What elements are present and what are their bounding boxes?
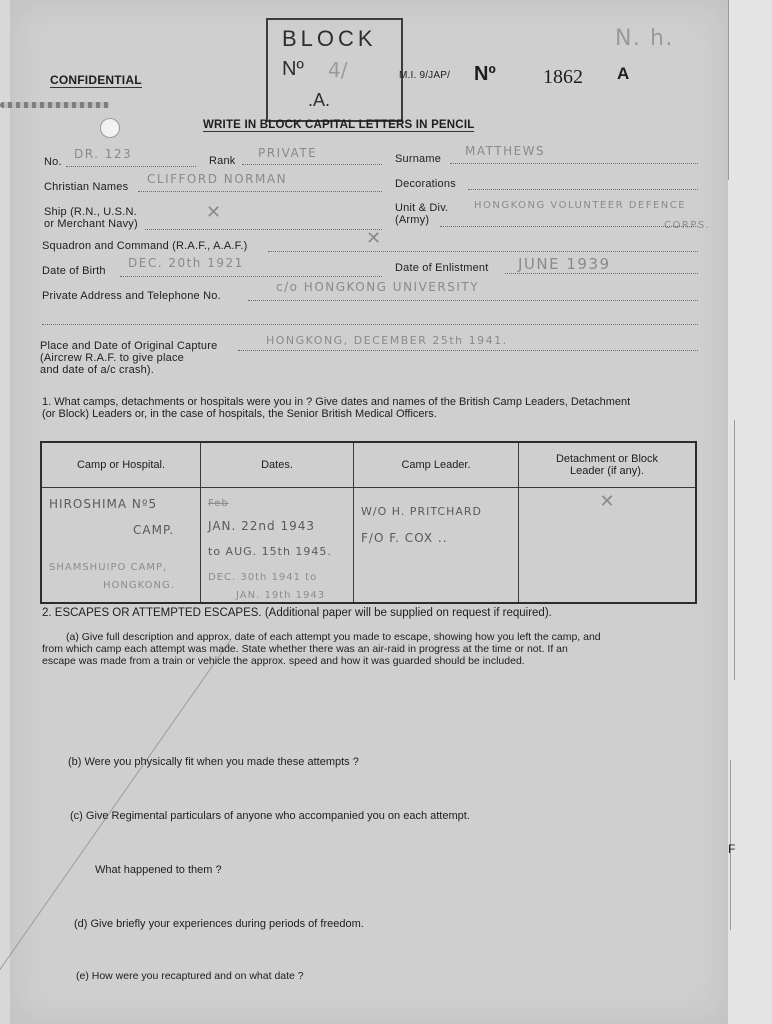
question-1-line1: 1. What camps, detachments or hospitals were you in ? Give dates and names of the British Camp Leaders, Detachment (42, 396, 631, 408)
table-header-block-leader: Detachment or Block Leader (if any). (519, 442, 697, 488)
confidential-heading: CONFIDENTIAL (50, 73, 142, 87)
dates-struck-entry: Feb (208, 498, 229, 509)
unit-label-line1: Unit & Div. (395, 202, 449, 214)
leader-cell (354, 488, 519, 604)
reference-number: 1862 (543, 66, 583, 88)
reference-letter: A (617, 64, 630, 83)
question-1-line2: (or Block) Leaders or, in the case of hospitals, the Senior British Medical Officers. (42, 408, 437, 420)
unit-value-line2: CORPS. (664, 220, 711, 231)
stamp-block-text: BLOCK (282, 26, 377, 51)
surname-label: Surname (395, 153, 442, 165)
squadron-label: Squadron and Command (R.A.F., A.A.F.) (42, 240, 248, 252)
stamp-letter: .A. (308, 90, 331, 110)
rank-value: PRIVATE (258, 146, 318, 160)
camp-entry-3: SHAMSHUIPO CAMP, (49, 562, 168, 573)
camp-entry-4: HONGKONG. (103, 580, 175, 591)
capture-label-line2: (Aircrew R.A.F. to give place (40, 352, 184, 364)
binding-string (0, 102, 110, 108)
instruction-heading: WRITE IN BLOCK CAPITAL LETTERS IN PENCIL (203, 119, 475, 131)
table-header-camp: Camp or Hospital. (41, 442, 201, 488)
stamp-no-text: Nº (282, 58, 304, 80)
dob-label: Date of Birth (42, 265, 106, 277)
address-label: Private Address and Telephone No. (42, 290, 221, 302)
side-edge-mark: F (728, 842, 736, 856)
dob-value: DEC. 20th 1921 (128, 256, 244, 270)
camp-entry-1: HIROSHIMA Nº5 (49, 497, 158, 511)
block-leader-cross: ✕ (599, 491, 615, 511)
no-label: No. (44, 156, 62, 168)
punch-hole (100, 118, 120, 138)
table-row (41, 488, 696, 604)
question-2c: (c) Give Regimental particulars of anyone who accompanied you on each attempt. (70, 810, 470, 822)
corner-pencil-note: N. h. (615, 26, 674, 51)
rank-label: Rank (209, 155, 236, 167)
unit-value-line1: HONGKONG VOLUNTEER DEFENCE (474, 200, 687, 211)
leader-entry-2: F/O F. COX .. (361, 531, 448, 545)
capture-label-line3: and date of a/c crash). (40, 364, 155, 376)
camp-entry-2: CAMP. (133, 523, 175, 537)
ship-label-line1: Ship (R.N., U.S.N. (44, 206, 137, 218)
table-header-leader: Camp Leader. (354, 442, 519, 488)
stamp-handwritten-number: 4/ (328, 58, 348, 82)
question-2-title: 2. ESCAPES OR ATTEMPTED ESCAPES. (Additional paper will be supplied on request if required). (42, 607, 552, 619)
camps-table (40, 441, 697, 604)
table-header-dates: Dates. (201, 442, 354, 488)
question-2c-followup: What happened to them ? (95, 864, 222, 876)
stacked-page-edges (728, 0, 772, 1024)
surname-value: MATTHEWS (465, 144, 546, 158)
enlistment-value: JUNE 1939 (518, 255, 611, 273)
dates-entry-1: JAN. 22nd 1943 (208, 519, 315, 533)
dates-entry-2: to AUG. 15th 1945. (208, 545, 332, 558)
block-stamp (266, 18, 403, 122)
question-2e: (e) How were you recaptured and on what date ? (76, 970, 304, 982)
ship-value-cross: ✕ (206, 202, 222, 222)
reference-no-label: Nº (474, 63, 496, 85)
capture-label-line1: Place and Date of Original Capture (40, 340, 218, 352)
block-leader-cell (519, 488, 697, 604)
question-2a-line3: escape was made from a train or vehicle the approx. speed and how it was guarded should be included. (42, 655, 525, 667)
dates-entry-3: DEC. 30th 1941 to (208, 572, 318, 583)
enlistment-label: Date of Enlistment (395, 262, 489, 274)
capture-value: HONGKONG, DECEMBER 25th 1941. (266, 334, 508, 347)
address-value: c/o HONGKONG UNIVERSITY (276, 280, 480, 294)
table-header-row (41, 442, 696, 488)
decorations-label: Decorations (395, 178, 456, 190)
leader-entry-1: W/O H. PRITCHARD (361, 505, 482, 518)
camp-cell (41, 488, 201, 604)
question-2b: (b) Were you physically fit when you made these attempts ? (68, 756, 359, 768)
question-2a-line1: (a) Give full description and approx. date of each attempt you made to escape, showing how you left the camp, and (66, 631, 601, 643)
ship-label-line2: or Merchant Navy) (44, 218, 138, 230)
christian-names-label: Christian Names (44, 181, 129, 193)
question-2d: (d) Give briefly your experiences during periods of freedom. (74, 918, 364, 930)
christian-names-value: CLIFFORD NORMAN (147, 172, 288, 186)
no-value: DR. 123 (74, 147, 133, 161)
reference-code: M.I. 9/JAP/ (399, 70, 451, 81)
dates-cell (201, 488, 354, 604)
dates-entry-4: JAN. 19th 1943 (236, 590, 326, 601)
question-2a-line2: from which camp each attempt was made. State whether there was an air-raid in progress at the time or not. If an (42, 643, 568, 655)
unit-label-line2: (Army) (395, 214, 430, 226)
squadron-value-cross: ✕ (366, 228, 382, 248)
